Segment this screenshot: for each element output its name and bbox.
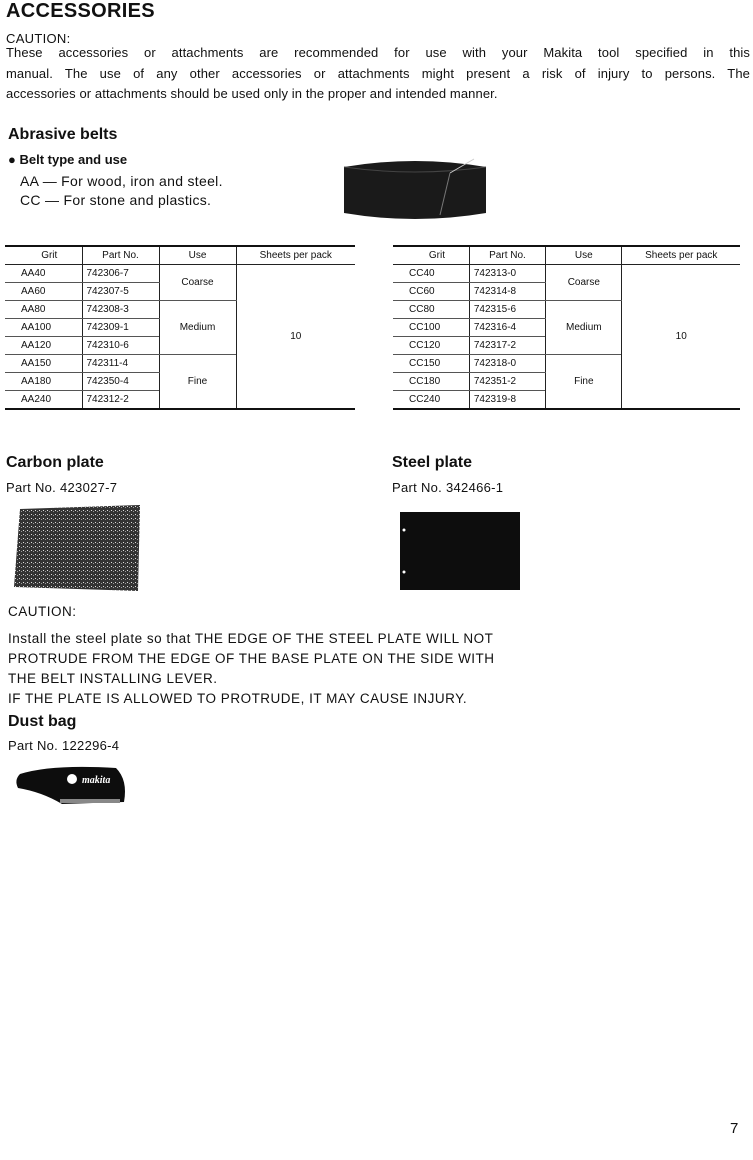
caution-line: accessories or attachments should be used only in the proper and intended manner. [6, 86, 498, 101]
page-title: ACCESSORIES [6, 0, 155, 22]
use-cell: Coarse [546, 265, 622, 301]
part-no-cell: 742314-8 [469, 283, 545, 301]
dust-bag-heading: Dust bag [8, 713, 77, 730]
grit-cell: CC120 [393, 337, 469, 355]
column-header: Grit [393, 246, 469, 265]
grit-cell: AA240 [5, 391, 82, 410]
dust-bag-part: Part No. 122296-4 [8, 738, 120, 753]
steel-plate-image [398, 510, 522, 592]
part-no-cell: 742310-6 [82, 337, 159, 355]
column-header: Use [546, 246, 622, 265]
part-no-cell: 742309-1 [82, 319, 159, 337]
use-cell: Fine [546, 355, 622, 410]
part-no-cell: 742312-2 [82, 391, 159, 410]
abrasive-belts-heading: Abrasive belts [8, 126, 118, 143]
part-no-cell: 742350-4 [82, 373, 159, 391]
grit-cell: CC180 [393, 373, 469, 391]
column-header: Sheets per pack [622, 246, 740, 265]
part-no-cell: 742318-0 [469, 355, 545, 373]
part-no-cell: 742319-8 [469, 391, 545, 410]
grit-cell: AA80 [5, 301, 82, 319]
caution-line: These accessories or attachments are recommended for use with your Makita tool specified in this [6, 45, 750, 60]
use-cell: Fine [159, 355, 236, 410]
table-row [393, 265, 740, 283]
grit-cell: CC80 [393, 301, 469, 319]
grit-cell: CC40 [393, 265, 469, 283]
part-no-cell: 742313-0 [469, 265, 545, 283]
use-cell: Coarse [159, 265, 236, 301]
part-no-cell: 742351-2 [469, 373, 545, 391]
column-header: Part No. [82, 246, 159, 265]
sheets-per-pack-cell: 10 [236, 265, 355, 410]
grit-cell: AA40 [5, 265, 82, 283]
part-no-cell: 742315-6 [469, 301, 545, 319]
grit-cell: AA150 [5, 355, 82, 373]
grit-cell: CC240 [393, 391, 469, 410]
steel-plate-part: Part No. 342466-1 [392, 480, 504, 495]
part-no-cell: 742307-5 [82, 283, 159, 301]
column-header: Sheets per pack [236, 246, 355, 265]
column-header: Grit [5, 246, 82, 265]
grit-cell: AA120 [5, 337, 82, 355]
carbon-plate-image [14, 505, 142, 593]
grit-cell: AA100 [5, 319, 82, 337]
caution2-label: CAUTION: [8, 604, 77, 619]
abrasive-belt-image [340, 155, 490, 225]
column-header: Part No. [469, 246, 545, 265]
grit-cell: CC60 [393, 283, 469, 301]
part-no-cell: 742317-2 [469, 337, 545, 355]
part-no-cell: 742308-3 [82, 301, 159, 319]
use-cell: Medium [159, 301, 236, 355]
grit-cell: AA60 [5, 283, 82, 301]
grit-cell: AA180 [5, 373, 82, 391]
part-no-cell: 742311-4 [82, 355, 159, 373]
part-no-cell: 742306-7 [82, 265, 159, 283]
table-row [5, 265, 355, 283]
belt-type-cc: CC — For stone and plastics. [20, 192, 212, 208]
caution2-line: PROTRUDE FROM THE EDGE OF THE BASE PLATE ON THE SIDE WITH [8, 651, 495, 666]
caution-paragraph [6, 43, 750, 105]
caution2-line: THE BELT INSTALLING LEVER. [8, 671, 218, 686]
steel-plate-heading: Steel plate [392, 454, 473, 471]
use-cell: Medium [546, 301, 622, 355]
aa-belts-table [5, 245, 355, 410]
caution2-line: Install the steel plate so that THE EDGE OF THE STEEL PLATE WILL NOT [8, 631, 494, 646]
caution-line: manual. The use of any other accessories or attachments might present a risk of injury to persons. The [6, 65, 750, 81]
page-number: 7 [730, 1120, 739, 1137]
dust-bag-image [12, 762, 130, 810]
cc-belts-table [393, 245, 740, 410]
belt-type-aa: AA — For wood, iron and steel. [20, 173, 223, 189]
caution-label: CAUTION: [6, 31, 71, 46]
grit-cell: CC100 [393, 319, 469, 337]
part-no-cell: 742316-4 [469, 319, 545, 337]
sheets-per-pack-cell: 10 [622, 265, 740, 410]
carbon-plate-part: Part No. 423027-7 [6, 480, 118, 495]
makita-logo: makita [82, 775, 111, 786]
column-header: Use [159, 246, 236, 265]
carbon-plate-heading: Carbon plate [6, 454, 104, 471]
belt-type-heading: ● Belt type and use [8, 152, 128, 167]
grit-cell: CC150 [393, 355, 469, 373]
caution2-line: IF THE PLATE IS ALLOWED TO PROTRUDE, IT MAY CAUSE INJURY. [8, 691, 468, 706]
